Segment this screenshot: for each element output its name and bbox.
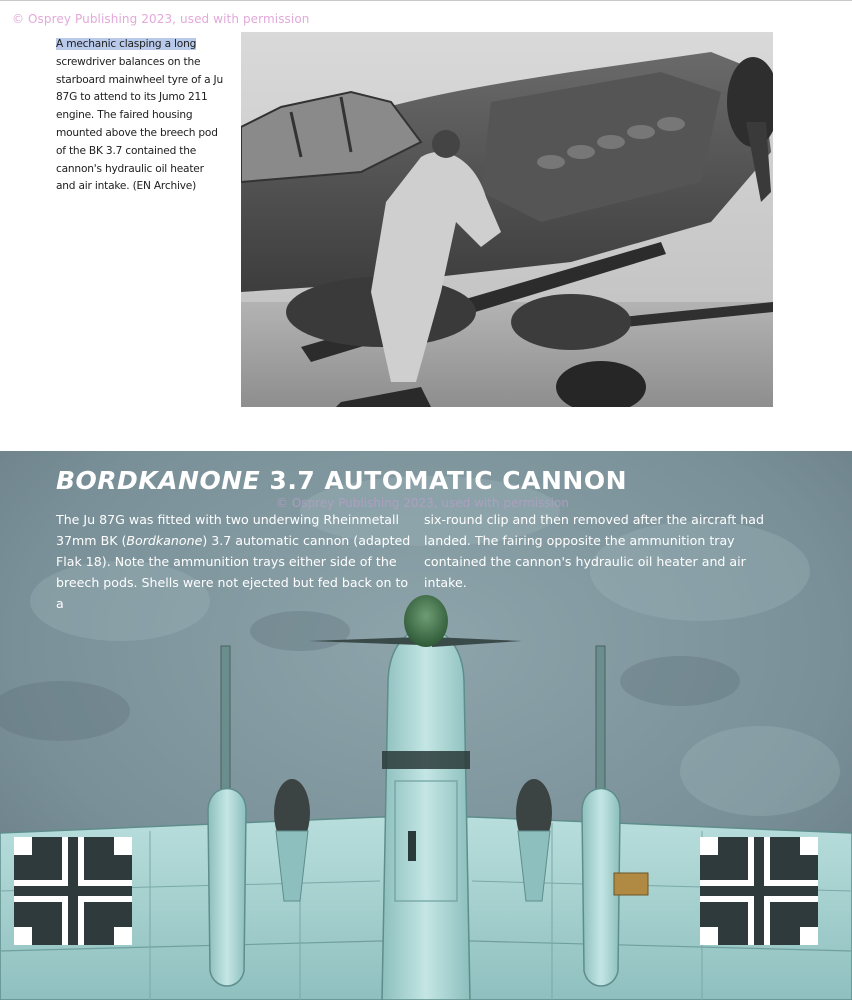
- top-rule: [0, 0, 852, 1]
- ju87g-photo: [241, 32, 773, 407]
- caption-text: screwdriver balances on the starboard mainwheel tyre of a Ju 87G to attend to its Jumo 211 engine. The faired housing mounted above the breech pod of the BK 3.7 contained the cannon's hydraulic oil heater and air intake. (EN Archive): [56, 55, 223, 193]
- body-column-left: [56, 509, 416, 614]
- copyright-watermark: © Osprey Publishing 2023, used with permission: [12, 12, 310, 26]
- plate-watermark: © Osprey Publishing 2023, used with permission: [276, 496, 569, 510]
- heading-italic: BORDKANONE: [56, 466, 261, 495]
- balkenkreuz-right: [700, 837, 818, 945]
- body-text: ) 3.7 automatic cannon (adapted Flak 18). Note the ammunition trays either side of the breech pods. Shells were not ejected but fed back on to a: [56, 533, 411, 611]
- balkenkreuz-left: [14, 837, 132, 945]
- body-column-right: six-round clip and then removed after the aircraft had landed. The fairing opposite the ammunition tray contained the cannon's hydraulic oil heater and air intake.: [424, 512, 764, 590]
- body-emphasis: Bordkanone: [126, 533, 203, 548]
- section-heading: [56, 466, 627, 495]
- caption-highlight[interactable]: A mechanic clasping a long: [56, 38, 197, 50]
- photo-caption: [56, 36, 226, 196]
- body-text: The Ju 87G was fitted with two underwing Rheinmetall 37mm BK (: [56, 512, 400, 548]
- heading-rest: 3.7 AUTOMATIC CANNON: [260, 466, 628, 495]
